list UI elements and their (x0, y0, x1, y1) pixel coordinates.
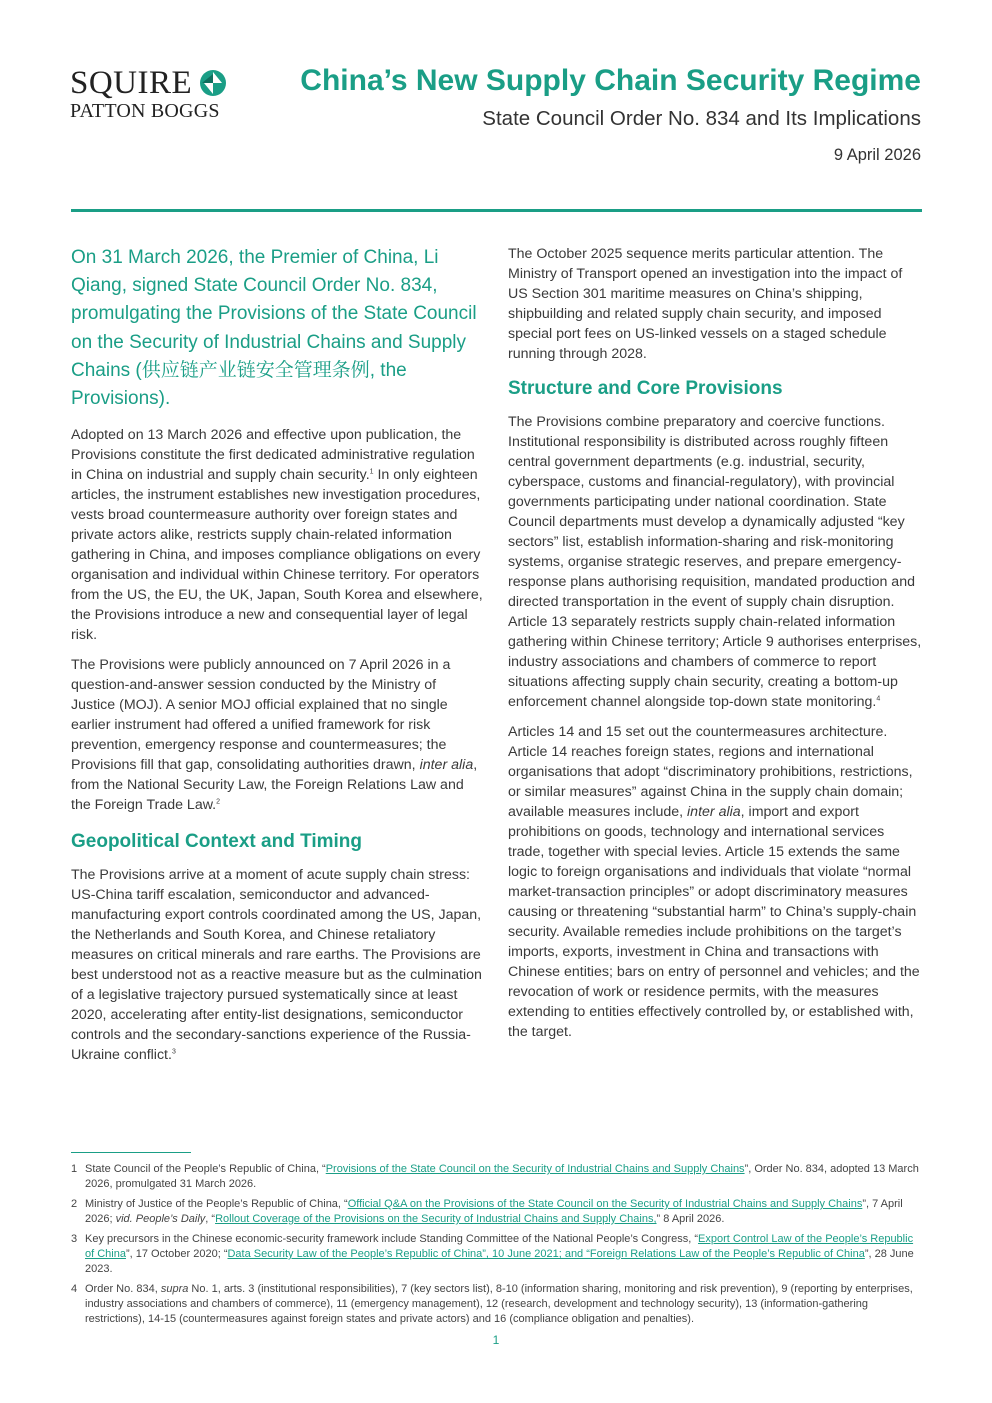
document-subtitle: State Council Order No. 834 and Its Implications (482, 107, 921, 130)
footnote-2-link[interactable]: Official Q&A on the Provisions of the State Council on the Security of Industrial Chains and Supply Chains (347, 1198, 863, 1210)
footnote-2-link-2[interactable]: Rollout Coverage of the Provisions on the Security of Industrial Chains and Supply Chains, (215, 1213, 657, 1225)
header-divider (71, 209, 922, 212)
paragraph-3: The Provisions arrive at a moment of acute supply chain stress: US-China tariff escalation, semiconductor and advanced-manufacturing export controls coordinated among the US, Japan, the Netherlands and South Korea, and Chinese retaliatory measures on critical minerals and rare earths. The Provisions are best understood not as a reactive measure but as the culmination of a legislative trajectory pursued systematically since at least 2020, accelerating after entity-list designations, semiconductor controls and the secondary-sanctions experience of the Russia-Ukraine conflict.$^3$ (71, 867, 482, 1064)
paragraph-6: Articles 14 and 15 set out the countermeasures architecture. Article 14 reaches foreign states, regions and international organisations that adopt “discriminatory prohibitions, restrictions, or similar measures” against China in the supply chain domain; available measures include, inter alia, import and export prohibitions on goods, technology and international services trade, together with special levies. Article 15 extends the same logic to foreign organisations and individuals that violate “normal market-transaction principles” or adopt discriminatory measures causing or threatening “substantial harm” to China’s supply-chain security. Available remedies include prohibitions on the target’s imports, exports, investment in China and transactions with Chinese entities; bars on entry of personnel and vehicles; and the revocation of work or residence permits, with the measures extending to entities effectively controlled by, or established with, the target. (508, 724, 920, 1040)
footnote-3: 3 Key precursors in the Chinese economic-security framework include Standing Committee of the National People’s Congress, “Export Control Law of the People’s Republic of China”, 17 October 2020; “Data Security Law of the People’s Republic of China”, 10 June 2021; and “Foreign Relations Law of the People’s Republic of China”, 28 June 2023. (71, 1233, 914, 1275)
squire-patton-boggs-logo-mark-icon (198, 68, 228, 98)
left-column (71, 244, 483, 1075)
paragraph-5: The Provisions combine preparatory and coercive functions. Institutional responsibility is distributed across roughly fifteen central government departments (e.g. industrial, security, cyberspace, customs and financial-regulatory), with provincial governments participating under national coordination. State Council departments must develop a dynamically adjusted “key sectors” list, establish information-sharing and risk-monitoring systems, organise strategic reserves, and prepare emergency-response plans authorising requisition, mandated production and directed transportation in the event of supply chain disruption. Article 13 separately restricts supply chain-related information gathering within Chinese territory; Article 9 authorises enterprises, industry associations and chambers of commerce to report situations affecting supply chain security, creating a bottom-up enforcement channel alongside top-down state monitoring.$^4$ (508, 414, 922, 710)
page-number: 1 (492, 1333, 500, 1347)
footnotes (71, 1162, 922, 1332)
paragraph-2: The Provisions were publicly announced on 7 April 2026 in a question-and-answer session conducted by the Ministry of Justice (MOJ). A senior MOJ official explained that no single earlier instrument had offered a unified framework for risk prevention, emergency response and countermeasures; the Provisions fill that gap, consolidating authorities drawn, inter alia, from the National Security Law, the Foreign Relations Law and the Foreign Trade Law.$^2$ (71, 657, 478, 814)
footnote-ref-4[interactable]: 4 (876, 695, 881, 703)
logo (70, 66, 240, 122)
footnote-ref-1[interactable]: 1 (369, 468, 374, 476)
footnote-1-link[interactable]: Provisions of the State Council on the Security of Industrial Chains and Supply Chains (325, 1163, 745, 1175)
right-column (508, 244, 922, 1052)
paragraph-4: The October 2025 sequence merits particular attention. The Ministry of Transport opened an investigation into the impact of US Section 301 maritime measures on China’s shipping, shipbuilding and related supply chain security, and imposed special port fees on US-linked vessels on a staged schedule running through 2028. (508, 246, 903, 362)
logo-line-1: SQUIRE (70, 65, 193, 101)
footnote-3-link-2[interactable]: Data Security Law of the People’s Republic of China”, 10 June 2021; and “Foreign Relations Law of the People’s Republic of China (227, 1248, 865, 1260)
heading-geopolitical-context: Geopolitical Context and Timing (71, 831, 363, 853)
heading-structure-core-provisions: Structure and Core Provisions (508, 378, 783, 399)
footnote-ref-3[interactable]: 3 (171, 1048, 176, 1056)
footnote-4: 4 Order No. 834, supra No. 1, arts. 3 (institutional responsibilities), 7 (key sectors list), 8-10 (information sharing, monitoring and risk prevention), 9 (reporting by enterprises, industry associations and chambers of commerce), 11 (emergency management), 12 (research, development and technology security), 13 (information-gathering restrictions), 14-15 (countermeasures against foreign states and private actors) and 16 (compliance obligation and penalties). (71, 1283, 913, 1325)
footnote-ref-2[interactable]: 2 (216, 798, 221, 806)
footnote-3-link[interactable]: Export Control Law of the People’s Republic of China (85, 1233, 914, 1260)
paragraph-1: Adopted on 13 March 2026 and effective upon publication, the Provisions constitute the first dedicated administrative regulation in China on industrial and supply chain security.$^1$ In only eighteen articles, the instrument establishes new investigation procedures, vests broad countermeasure authority over foreign states and private actors alike, restricts supply chain-related information gathering in China, and imposes compliance obligations on every organisation and individual within Chinese territory. For operators from the US, the EU, the UK, Japan, South Korea and elsewhere, the Provisions introduce a new and consequential layer of legal risk. (71, 427, 483, 644)
logo-line-2: PATTON BOGGS (70, 100, 220, 122)
document-date: 9 April 2026 (833, 146, 921, 164)
lead-paragraph: On 31 March 2026, the Premier of China, Li Qiang, signed State Council Order No. 834, promulgating the Provisions of the State Council on the Security of Industrial Chains and Supply Chains (供应链产业链安全管理条例, the Provisions). (71, 247, 477, 410)
document-title: China’s New Supply Chain Security Regime (300, 64, 921, 97)
footnote-divider (71, 1152, 191, 1153)
footnote-1: 1 State Council of the People’s Republic of China, “Provisions of the State Council on the Security of Industrial Chains and Supply Chains”, Order No. 834, adopted 13 March 2026, promulgated 31 March 2026. (71, 1163, 919, 1190)
footnote-2: 2 Ministry of Justice of the People’s Republic of China, “Official Q&A on the Provisions of the State Council on the Security of Industrial Chains and Supply Chains”, 7 April 2026; vid. People’s Daily, “Rollout Coverage of the Provisions on the Security of Industrial Chains and Supply Chains,” 8 April 2026. (71, 1198, 903, 1225)
